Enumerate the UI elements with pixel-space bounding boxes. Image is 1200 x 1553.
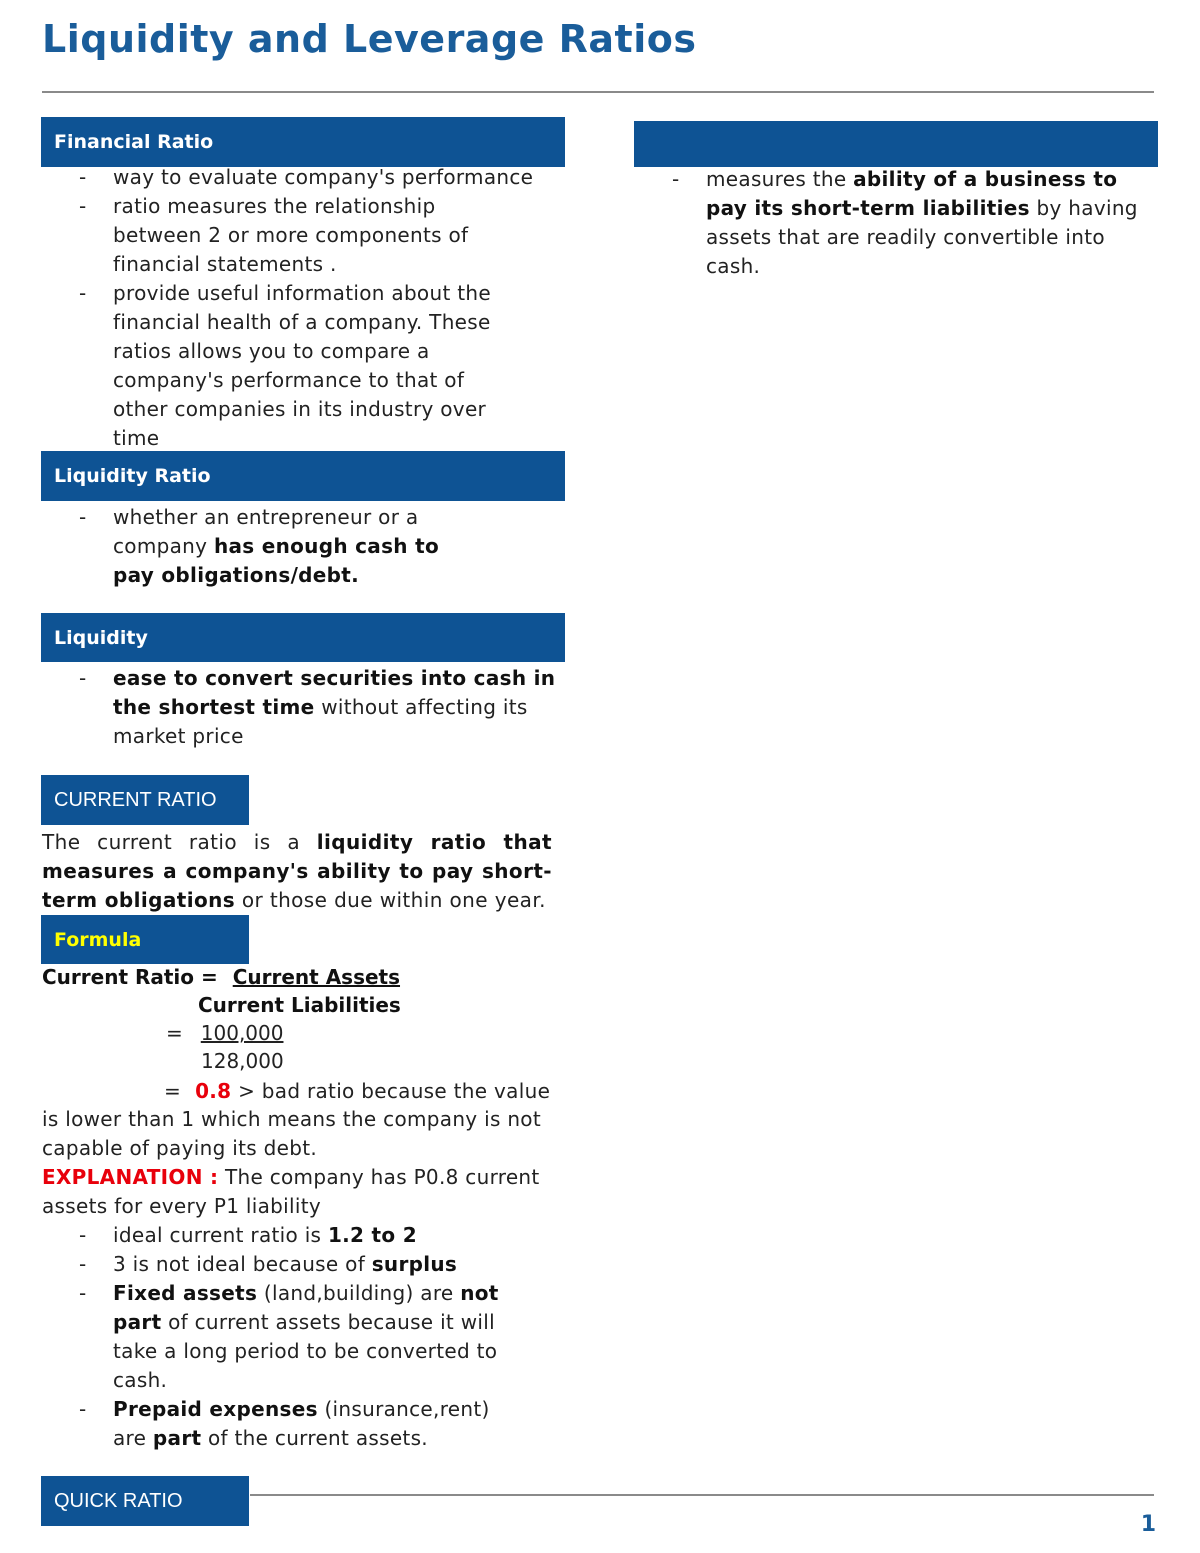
liquidity-ratio-text: whether an entrepreneur or a company: [113, 505, 419, 558]
right-column-list: [634, 165, 1158, 281]
result-note-continued: is lower than 1 which means the company is not capable of paying its debt.: [42, 1107, 541, 1160]
list-item: [634, 165, 1158, 281]
page-title: Liquidity and Leverage Ratios: [42, 17, 697, 61]
section-divider: [250, 1494, 1154, 1496]
note-bold: part: [152, 1426, 202, 1450]
note-bold: Fixed assets: [113, 1281, 258, 1305]
list-item: [41, 1395, 523, 1453]
current-ratio-description: [42, 828, 552, 915]
current-ratio-header: [41, 775, 249, 825]
explanation: [42, 1163, 562, 1221]
right-text-tail: by having assets that are readily convertible into cash.: [706, 196, 1138, 278]
list-item: - provide useful information about the financial health of a company. These ratios allows you to compare a company's performance to that of other companies in its industry over time: [41, 279, 513, 453]
note-bold: Prepaid expenses: [113, 1397, 318, 1421]
list-item: [41, 664, 565, 751]
note-text: (land,building) are: [257, 1281, 461, 1305]
note-text: of the current assets.: [201, 1426, 428, 1450]
financial-ratio-list: [41, 163, 565, 453]
formula-denominator: [198, 991, 401, 1019]
right-column-header: [634, 121, 1158, 167]
page-number: 1: [1140, 1512, 1156, 1537]
quick-ratio-header-label: QUICK RATIO: [54, 1489, 183, 1512]
numerator-value: 100,000: [200, 1021, 284, 1045]
current-ratio-desc-tail: or those due within one year.: [235, 888, 546, 912]
financial-ratio-header: Financial Ratio: [41, 117, 565, 167]
title-divider: [42, 91, 1154, 93]
liquidity-ratio-header: Liquidity Ratio: [41, 451, 565, 501]
list-item: [41, 1250, 565, 1279]
denominator-value: 128,000: [201, 1049, 284, 1073]
liquidity-ratio-list: [41, 503, 565, 590]
right-text: measures the: [706, 167, 854, 191]
result-value: 0.8: [195, 1079, 232, 1103]
equals-sign: =: [166, 1021, 183, 1045]
liquidity-text: without affecting its market price: [113, 695, 528, 748]
formula-numerator: Current Assets: [232, 965, 401, 989]
result-note: > bad ratio because the value: [231, 1079, 551, 1103]
liquidity-bold: ease to convert securities into cash in the shortest time: [113, 666, 556, 719]
note-text: ideal current ratio is: [113, 1223, 328, 1247]
equals-sign-2: =: [164, 1079, 182, 1103]
liquidity-header: Liquidity: [41, 613, 565, 662]
formula-line-3: [166, 1019, 283, 1047]
current-ratio-desc-text: The current ratio is a: [42, 830, 317, 854]
list-item: - ratio measures the relationship between 2 or more components of financial statements .: [41, 192, 493, 279]
list-item: [41, 1221, 565, 1250]
formula-line-1: [42, 963, 400, 991]
formula-header: Formula: [41, 915, 249, 964]
explanation-label: EXPLANATION :: [42, 1165, 219, 1189]
list-item: [41, 503, 443, 590]
note-bold: 1.2 to 2: [327, 1223, 417, 1247]
list-item: - way to evaluate company's performance: [41, 163, 565, 192]
formula-result-line: [164, 1077, 550, 1105]
quick-ratio-header: [41, 1476, 249, 1526]
list-item: [41, 1279, 523, 1395]
formula-label: Current Ratio =: [42, 965, 225, 989]
explanation-text: The company has P0.8 current assets for every P1 liability: [42, 1165, 540, 1218]
note-text: 3 is not ideal because of: [113, 1252, 372, 1276]
liquidity-ratio-bold: has enough cash to pay obligations/debt.: [113, 534, 439, 587]
current-ratio-header-label: CURRENT RATIO: [54, 788, 217, 811]
note-bold: surplus: [371, 1252, 458, 1276]
right-bold: ability of a business to pay its short-term liabilities: [706, 167, 1118, 220]
note-text: of current assets because it will take a long period to be converted to cash.: [113, 1310, 498, 1392]
liquidity-list: [41, 664, 565, 751]
current-ratio-notes: [41, 1221, 565, 1453]
note-text: (insurance,rent) are: [113, 1397, 490, 1450]
current-ratio-desc-bold: liquidity ratio that measures a company's ability to pay short-term obligations: [42, 830, 553, 912]
formula-denominator-text: Current Liabilities: [198, 993, 401, 1017]
note-bold: not part: [113, 1281, 499, 1334]
